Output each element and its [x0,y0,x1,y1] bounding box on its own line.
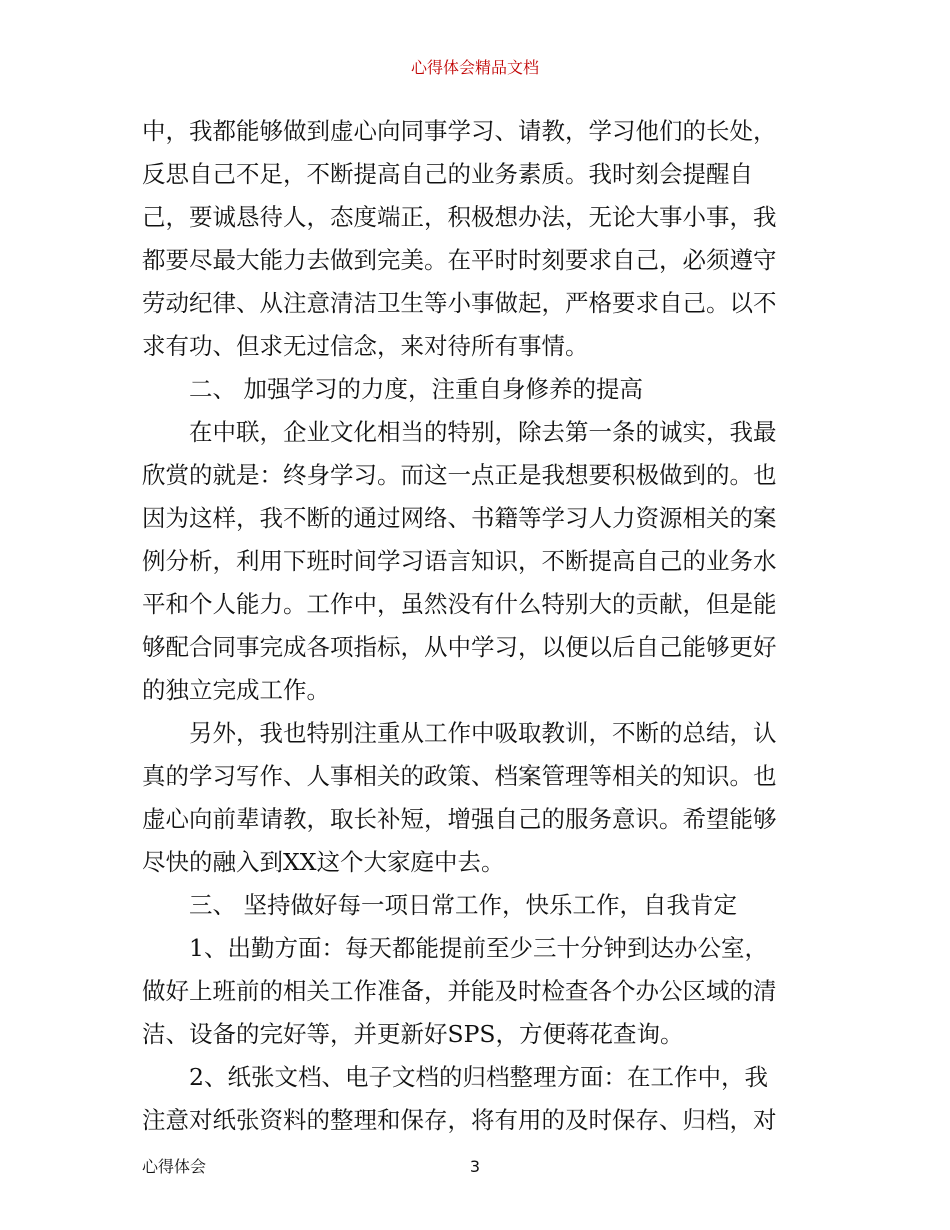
body-line: 虚心向前辈请教，取长补短，增强自己的服务意识。希望能够 [142,805,777,833]
body-line: 2、纸张文档、电子文档的归档整理方面：在工作中，我 [189,1063,768,1091]
body-line: 劳动纪律、从注意清洁卫生等小事做起，严格要求自己。以不 [142,289,777,317]
body-line: 真的学习写作、人事相关的政策、档案管理等相关的知识。也 [142,762,777,790]
body-line: 洁、设备的完好等，并更新好SPS，方便蒋花查询。 [142,1020,684,1048]
body-line: 另外，我也特别注重从工作中吸取教训，不断的总结，认 [189,719,777,747]
section-heading-3: 三、 坚持做好每一项日常工作，快乐工作，自我肯定 [189,891,737,919]
document-body [142,110,818,1142]
body-line: 中，我都能够做到虚心向同事学习、请教，学习他们的长处， [142,117,777,145]
body-line: 做好上班前的相关工作准备，并能及时检查各个办公区域的清 [142,977,777,1005]
section-heading-2: 二、 加强学习的力度，注重自身修养的提高 [189,375,643,403]
page-header-title: 心得体会精品文档 [410,58,539,77]
body-line: 够配合同事完成各项指标，从中学习，以便以后自己能够更好 [142,633,777,661]
page-footer-label: 心得体会 [142,1157,207,1176]
body-line: 都要尽最大能力去做到完美。在平时时刻要求自己，必须遵守 [142,246,777,274]
body-line: 平和个人能力。工作中，虽然没有什么特别大的贡献，但是能 [142,590,777,618]
body-line: 求有功、但求无过信念，来对待所有事情。 [142,332,589,360]
body-line: 在中联，企业文化相当的特别，除去第一条的诚实，我最 [189,418,777,446]
body-line: 欣赏的就是：终身学习。而这一点正是我想要积极做到的。也 [142,461,777,489]
body-line: 尽快的融入到XX这个大家庭中去。 [142,848,505,876]
page-number: 3 [469,1157,481,1176]
body-line: 例分析，利用下班时间学习语言知识，不断提高自己的业务水 [142,547,777,575]
body-line: 反思自己不足，不断提高自己的业务素质。我时刻会提醒自 [142,160,753,188]
body-line: 因为这样，我不断的通过网络、书籍等学习人力资源相关的案 [142,504,777,532]
body-line: 注意对纸张资料的整理和保存，将有用的及时保存、归档，对 [142,1106,777,1134]
body-line: 的独立完成工作。 [142,676,330,704]
body-line: 1、出勤方面：每天都能提前至少三十分钟到达办公室， [189,934,768,962]
body-line: 己，要诚恳待人，态度端正，积极想办法，无论大事小事，我 [142,203,777,231]
